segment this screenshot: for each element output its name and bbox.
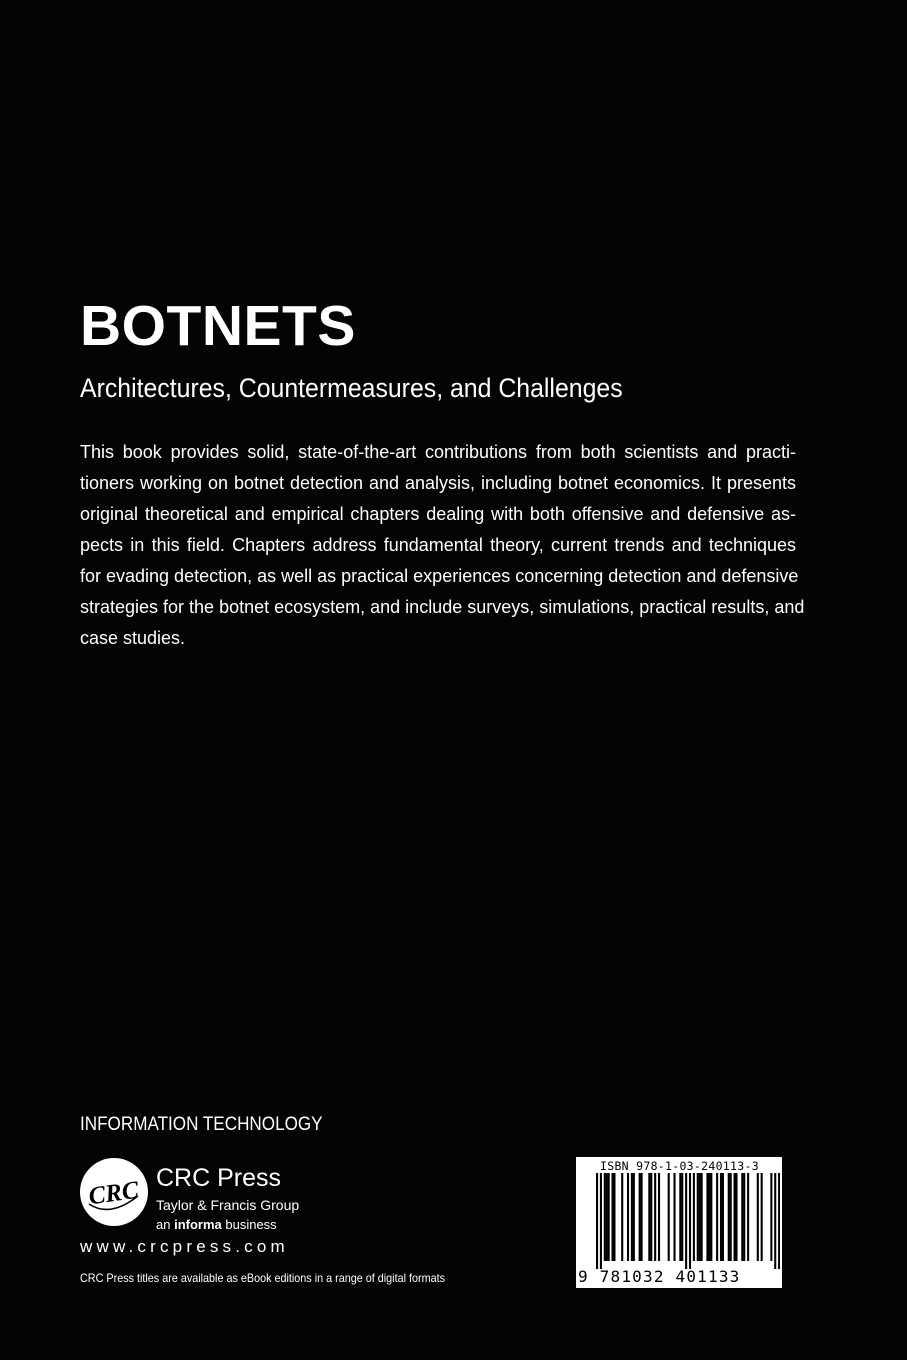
isbn-label: ISBN 978-1-03-240113-3 — [600, 1159, 759, 1173]
barcode-bar — [761, 1173, 763, 1261]
crc-press-logo-icon — [80, 1158, 148, 1226]
business-suffix: business — [221, 1217, 277, 1232]
description-line: pects in this field. Chapters address fundamental theory, current trends and techniques — [80, 535, 796, 555]
description-line: case studies. — [80, 628, 186, 648]
barcode-bar — [654, 1173, 656, 1261]
publisher-name: CRC Press — [156, 1164, 282, 1192]
barcode-bar — [699, 1173, 701, 1261]
barcode-bar — [641, 1173, 643, 1261]
description-line: tioners working on botnet detection and analysis, including botnet economics. It presents — [80, 473, 796, 493]
barcode-bar — [716, 1173, 718, 1261]
barcode-bar — [606, 1173, 608, 1261]
barcode-bar — [757, 1173, 759, 1261]
barcode-bar — [708, 1173, 710, 1261]
business-brand: informa — [174, 1217, 222, 1232]
barcode-bar — [604, 1173, 606, 1261]
description-line: original theoretical and empirical chapters dealing with both offensive and defensive as- — [80, 504, 796, 524]
barcode-bar — [658, 1173, 660, 1261]
barcode-bar — [730, 1173, 732, 1261]
barcode-bar — [747, 1173, 749, 1261]
barcode-bar — [770, 1173, 772, 1261]
barcode-bar — [621, 1173, 623, 1261]
barcode-bar — [613, 1173, 615, 1261]
barcode-bar — [735, 1173, 737, 1261]
barcode-bar — [650, 1173, 652, 1261]
barcode-bar — [633, 1173, 635, 1261]
barcode-bar — [596, 1173, 598, 1269]
barcode-bar — [648, 1173, 650, 1261]
barcode-bar — [728, 1173, 730, 1261]
barcode-bar — [693, 1173, 695, 1261]
barcode-bar — [685, 1173, 687, 1269]
barcode-bar — [681, 1173, 683, 1261]
description-line: for evading detection, as well as practical experiences concerning detection and defensive — [80, 566, 799, 586]
barcode-bar — [710, 1173, 712, 1261]
barcode-bar — [611, 1173, 613, 1261]
barcode-bar — [608, 1173, 610, 1261]
barcode-bar — [701, 1173, 703, 1261]
logo-lettering: CRC — [87, 1176, 141, 1211]
description-line: This book provides solid, state-of-the-art contributions from both scientists and practi- — [80, 442, 796, 462]
barcode-bar — [627, 1173, 629, 1261]
barcode-bar — [668, 1173, 670, 1261]
barcode-bar — [720, 1173, 722, 1261]
book-title: BOTNETS — [80, 294, 356, 358]
publisher-website: www.crcpress.com — [80, 1237, 289, 1256]
barcode-bar — [600, 1173, 602, 1269]
barcode-bar — [639, 1173, 641, 1261]
book-subtitle: Architectures, Countermeasures, and Challenges — [80, 373, 623, 403]
barcode-bar — [722, 1173, 724, 1261]
publisher-business-line — [156, 1216, 277, 1234]
description-line: strategies for the botnet ecosystem, and include surveys, simulations, practical results, and — [80, 597, 805, 617]
barcode-bar — [689, 1173, 691, 1269]
barcode-bar — [778, 1173, 780, 1269]
barcode-bar — [741, 1173, 743, 1261]
subject-category: INFORMATION TECHNOLOGY — [80, 1114, 323, 1135]
isbn-barcode — [576, 1157, 782, 1288]
barcode-bar — [743, 1173, 745, 1261]
ebook-note: CRC Press titles are available as eBook editions in a range of digital formats — [80, 1271, 445, 1285]
barcode-digits: 9 781032 401133 — [578, 1267, 741, 1286]
barcode-bar — [631, 1173, 633, 1261]
business-prefix: an — [156, 1217, 175, 1232]
barcode-bar — [679, 1173, 681, 1261]
barcode-bar — [774, 1173, 776, 1269]
barcode-bar — [734, 1173, 736, 1261]
barcode-bar — [706, 1173, 708, 1261]
barcode-bar — [697, 1173, 699, 1261]
book-description — [80, 437, 805, 654]
barcode-bars — [596, 1173, 780, 1269]
publisher-group: Taylor & Francis Group — [156, 1197, 300, 1213]
barcode-bar — [673, 1173, 675, 1261]
